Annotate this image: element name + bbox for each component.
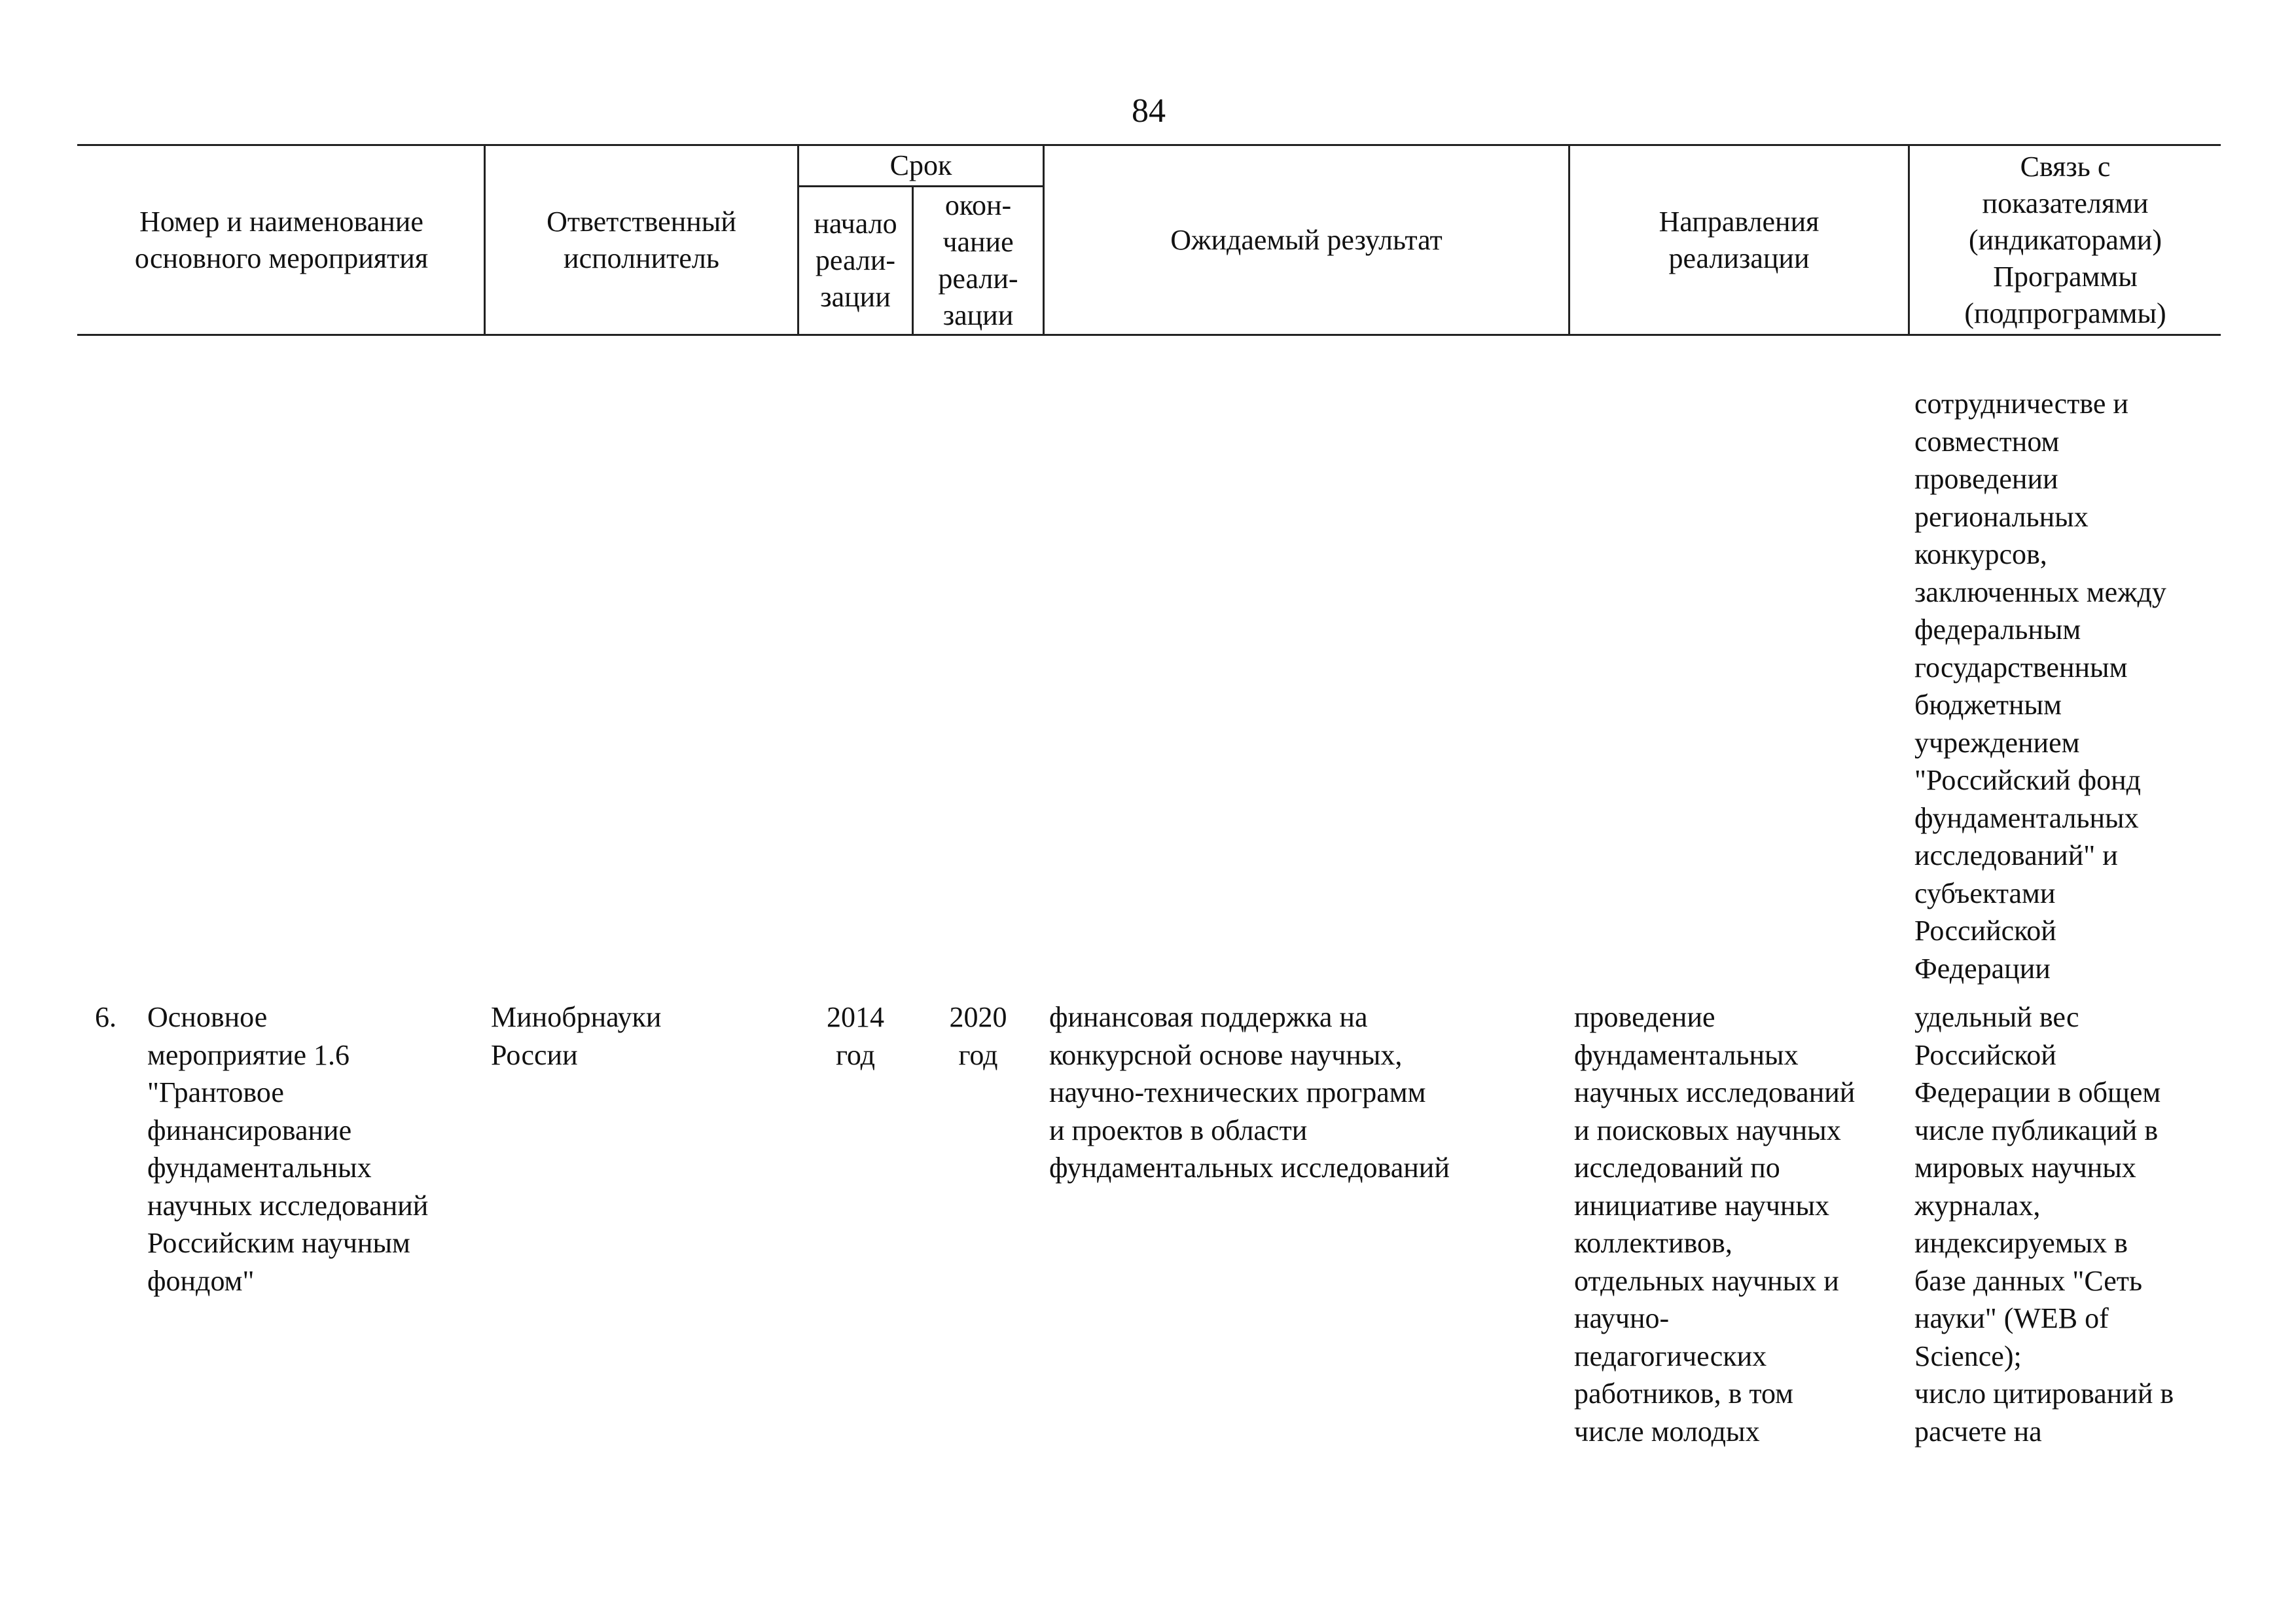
table-header-bottom-rule — [77, 334, 2221, 336]
implementation-direction: проведение фундаментальных научных исследований и поисковых научных исследований по инициативе научных коллективов, отдельных научных и научно- педагогических работников, в том числе молодых — [1574, 1001, 1856, 1448]
executor: Минобрнауки России — [491, 1001, 662, 1071]
event-name: Основное мероприятие 1.6 "Грантовое финансирование фундаментальных научных исследований Российским научным фондом" — [147, 1001, 429, 1297]
header-direction: Направления реализации — [1659, 205, 1820, 274]
header-term: Срок — [889, 149, 952, 181]
end-year: 2020 год — [949, 1001, 1007, 1071]
header-indicators: Связь с показателями (индикаторами) Программы (подпрограммы) — [1964, 150, 2166, 329]
indicators-link: удельный вес Российской Федерации в общем числе публикаций в мировых научных журналах, индексируемых в базе данных "Сеть науки" (WEB of Science); число цитирований в расчете на — [1914, 1001, 2174, 1448]
start-year: 2014 год — [827, 1001, 884, 1071]
header-event-name: Номер и наименование основного мероприятия — [134, 205, 429, 274]
continuation-indicators-text: сотрудничестве и совместном проведении региональных конкурсов, заключенных между федеральным государственным бюджетным учреждением "Российский фонд фундаментальных исследований" и субъектами Российской Федерации — [1914, 388, 2166, 985]
row-number: 6. — [95, 1001, 117, 1033]
expected-result: финансовая поддержка на конкурсной основе научных, научно-технических программ и проектов в области фундаментальных исследований — [1049, 1001, 1450, 1184]
header-start: начало реали- зации — [814, 208, 897, 313]
header-executor: Ответственный исполнитель — [547, 205, 736, 274]
header-result: Ожидаемый результат — [1170, 223, 1443, 256]
header-end: окон- чание реали- зации — [938, 189, 1018, 331]
page-number: 84 — [1132, 92, 1166, 130]
